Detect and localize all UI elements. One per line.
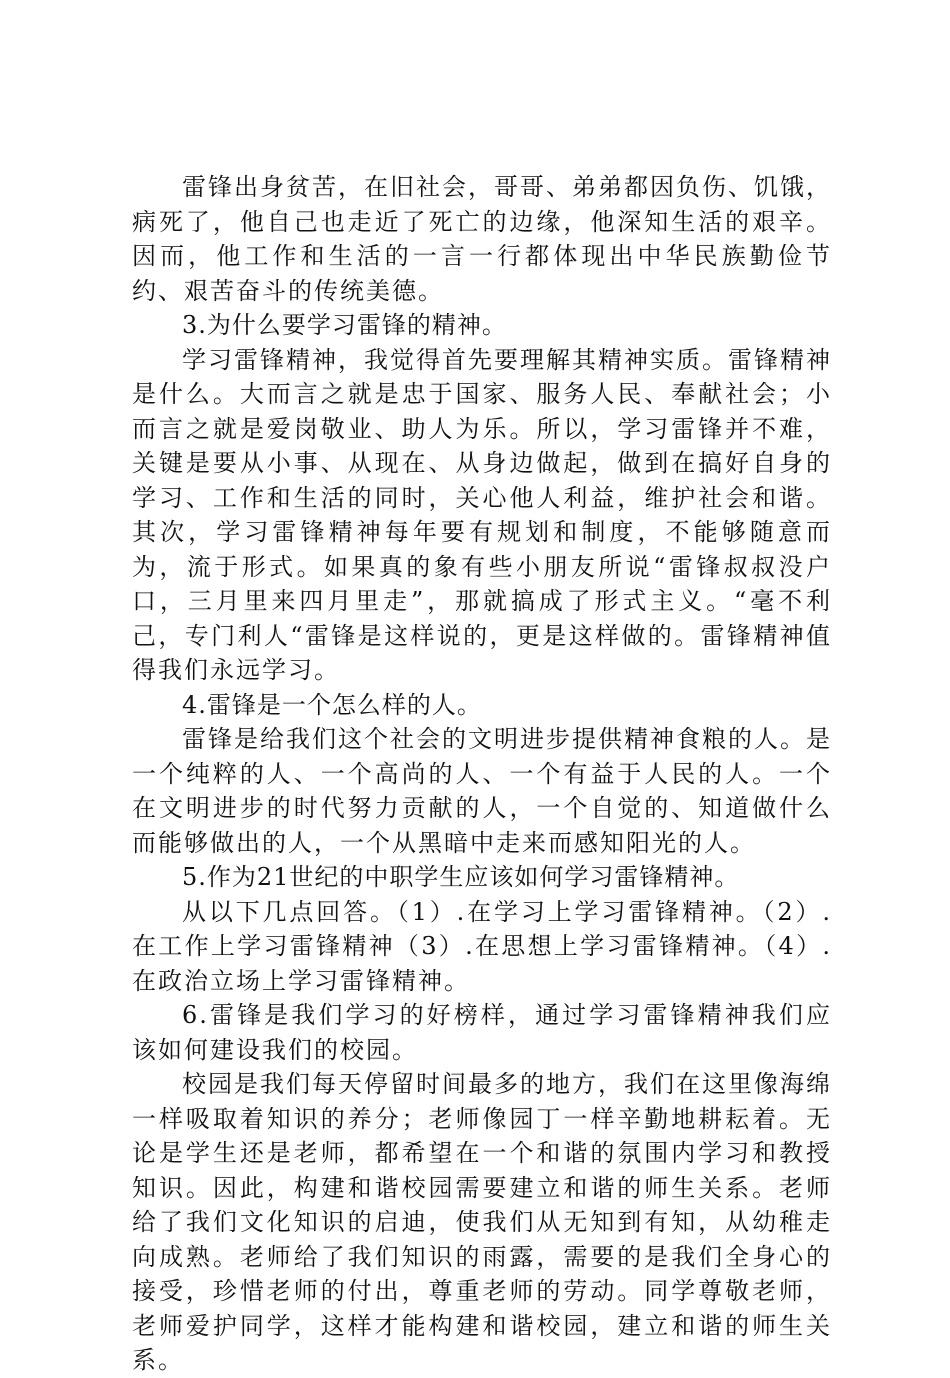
document-body bbox=[132, 170, 832, 1378]
paragraph-what-kind-of-person: 雷锋是给我们这个社会的文明进步提供精神食粮的人。是一个纯粹的人、一个高尚的人、一个有益于人民的人。一个在文明进步的时代努力贡献的人，一个自觉的、知道做什么而能够做出的人，一个从黑暗中走来而感知阳光的人。 bbox=[132, 725, 832, 857]
question-heading-5: 5.作为21世纪的中职学生应该如何学习雷锋精神。 bbox=[182, 863, 740, 891]
question-heading-4: 4.雷锋是一个怎么样的人。 bbox=[182, 690, 482, 719]
question-heading-6: 6.雷锋是我们学习的好榜样，通过学习雷锋精神我们应该如何建设我们的校园。 bbox=[132, 1001, 832, 1064]
paragraph-leifeng-background: 雷锋出身贫苦，在旧社会，哥哥、弟弟都因负伤、饥饿，病死了，他自己也走近了死亡的边缘，他深知生活的艰辛。因而，他工作和生活的一言一行都体现出中华民族勤俭节约、艰苦奋斗的传统美德。 bbox=[132, 173, 832, 305]
paragraph-how-to-learn: 从以下几点回答。（1）.在学习上学习雷锋精神。（2）.在工作上学习雷锋精神（3）.在思想上学习雷锋精神。（4）.在政治立场上学习雷锋精神。 bbox=[132, 897, 832, 995]
question-heading-3: 3.为什么要学习雷锋的精神。 bbox=[182, 311, 507, 339]
paragraph-why-learn: 学习雷锋精神，我觉得首先要理解其精神实质。雷锋精神是什么。大而言之就是忠于国家、服务人民、奉献社会；小而言之就是爱岗敬业、助人为乐。所以，学习雷锋并不难，关键是要从小事、从现在、从身边做起，做到在搞好自身的学习、工作和生活的同时，关心他人利益，维护社会和谐。其次，学习雷锋精神每年要有规划和制度，不能够随意而为，流于形式。如果真的象有些小朋友所说“雷锋叔叔没户口，三月里来四月里走”，那就搞成了形式主义。“毫不利己，专门利人“雷锋是这样说的，更是这样做的。雷锋精神值得我们永远学习。 bbox=[132, 345, 832, 684]
paragraph-campus: 校园是我们每天停留时间最多的地方，我们在这里像海绵一样吸取着知识的养分；老师像园丁一样辛勤地耕耘着。无论是学生还是老师，都希望在一个和谐的氛围内学习和教授知识。因此，构建和谐校园需要建立和谐的师生关系。老师给了我们文化知识的启迪，使我们从无知到有知，从幼稚走向成熟。老师给了我们知识的雨露，需要的是我们全身心的接受，珍惜老师的付出，尊重老师的劳动。同学尊敬老师，老师爱护同学，这样才能构建和谐校园，建立和谐的师生关系。 bbox=[132, 1070, 832, 1374]
